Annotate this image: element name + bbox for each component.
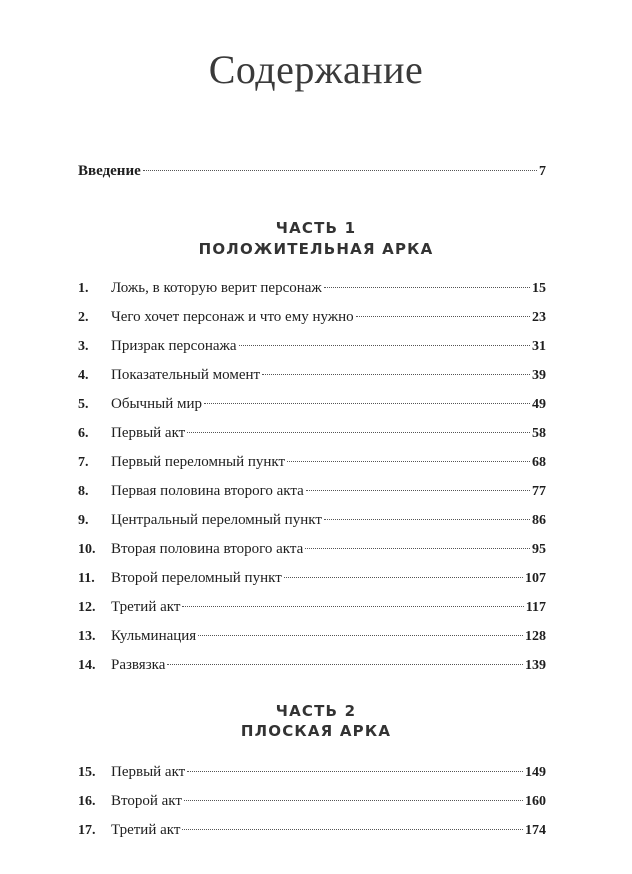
dot-leader [184,800,523,801]
toc-entry-intro[interactable] [78,160,546,182]
toc-entry-page: 107 [525,571,546,586]
toc-entry-page: 58 [532,426,546,441]
toc-entry-page: 15 [532,281,546,296]
toc-entry-title: Первый акт [111,764,186,780]
toc-entry-number: 13. [78,629,96,644]
toc-entry-number: 6. [78,426,89,441]
toc-entry-title: Третий акт [111,599,181,615]
dot-leader [324,519,530,520]
toc-entry-number: 4. [78,368,89,383]
dot-leader [324,287,530,288]
toc-entry-title: Первый акт [111,425,186,441]
dot-leader [356,316,530,317]
toc-entry-number: 8. [78,484,89,499]
toc-entry-number: 2. [78,310,89,325]
toc-entry[interactable] [78,509,546,531]
toc-entry-page: 117 [525,600,546,615]
toc-entry-page: 128 [525,629,546,644]
part-1-label: ЧАСТЬ 1 [275,219,357,237]
dot-leader [287,461,530,462]
toc-entry[interactable] [78,790,546,812]
toc-entry[interactable] [78,819,546,841]
toc-entry-number: 15. [78,765,96,780]
toc-entry-number: 3. [78,339,89,354]
toc-entry-number: 11. [78,571,95,586]
toc-entry[interactable] [78,480,546,502]
part-2-name: ПЛОСКАЯ АРКА [240,722,392,740]
toc-entry-number: 5. [78,397,89,412]
toc-entry-page: 31 [532,339,546,354]
dot-leader [182,829,523,830]
toc-entry-title: Третий акт [111,822,181,838]
toc-entry-title: Вторая половина второго акта [111,541,304,557]
toc-entry-page: 149 [525,765,546,780]
toc-entry-page: 68 [532,455,546,470]
toc-entry[interactable] [78,364,546,386]
toc-entry[interactable] [78,625,546,647]
part-2-label: ЧАСТЬ 2 [275,702,357,720]
dot-leader [187,432,530,433]
toc-entry[interactable] [78,596,546,618]
toc-entry-page: 7 [539,164,546,179]
toc-entry-number: 7. [78,455,89,470]
toc-entry-page: 86 [532,513,546,528]
dot-leader [167,664,523,665]
toc-entry-title: Второй переломный пункт [111,570,282,586]
toc-entry[interactable] [78,567,546,589]
toc-entry-number: 9. [78,513,89,528]
toc-entry-number: 10. [78,542,96,557]
part-1-name: ПОЛОЖИТЕЛЬНАЯ АРКА [198,240,434,258]
dot-leader [182,606,523,607]
toc-entry-number: 12. [78,600,96,615]
toc-entry[interactable] [78,654,546,676]
toc-entry-title: Ложь, в которую верит персонаж [111,280,322,296]
toc-entry-number: 16. [78,794,96,809]
dot-leader [143,170,537,171]
toc-entry-title: Второй акт [111,793,182,809]
toc-entry-number: 17. [78,823,96,838]
toc-entry-page: 77 [532,484,546,499]
toc-entry-title: Первая половина второго акта [111,483,304,499]
toc-entry-title: Чего хочет персонаж и что ему нужно [111,309,354,325]
toc-entry-title: Первый переломный пункт [111,454,286,470]
toc-entry-page: 139 [525,658,546,673]
toc-entry-page: 174 [525,823,546,838]
toc-entry-title: Призрак персонажа [111,338,237,354]
toc-entry[interactable] [78,422,546,444]
dot-leader [306,490,530,491]
dot-leader [187,771,523,772]
toc-entry-title: Развязка [111,657,166,673]
dot-leader [305,548,530,549]
toc-entry-number: 14. [78,658,96,673]
toc-entry-page: 39 [532,368,546,383]
dot-leader [198,635,523,636]
toc-entry-page: 160 [525,794,546,809]
toc-entry-number: 1. [78,281,89,296]
dot-leader [239,345,530,346]
toc-entry[interactable] [78,393,546,415]
toc-entry[interactable] [78,335,546,357]
toc-entry[interactable] [78,761,546,783]
page-title: Содержание [208,47,424,92]
toc-entry[interactable] [78,538,546,560]
dot-leader [262,374,530,375]
toc-entry[interactable] [78,451,546,473]
toc-entry-title: Показательный момент [111,367,261,383]
toc-entry-title: Обычный мир [111,396,202,412]
toc-entry-title: Центральный переломный пункт [111,512,322,528]
toc-entry-page: 23 [532,310,546,325]
dot-leader [284,577,523,578]
toc-entry-title: Кульминация [111,628,197,644]
dot-leader [204,403,530,404]
toc-entry-title: Введение [78,163,141,179]
toc-entry[interactable] [78,277,546,299]
toc-entry-page: 49 [532,397,546,412]
toc-entry[interactable] [78,306,546,328]
toc-entry-page: 95 [532,542,546,557]
